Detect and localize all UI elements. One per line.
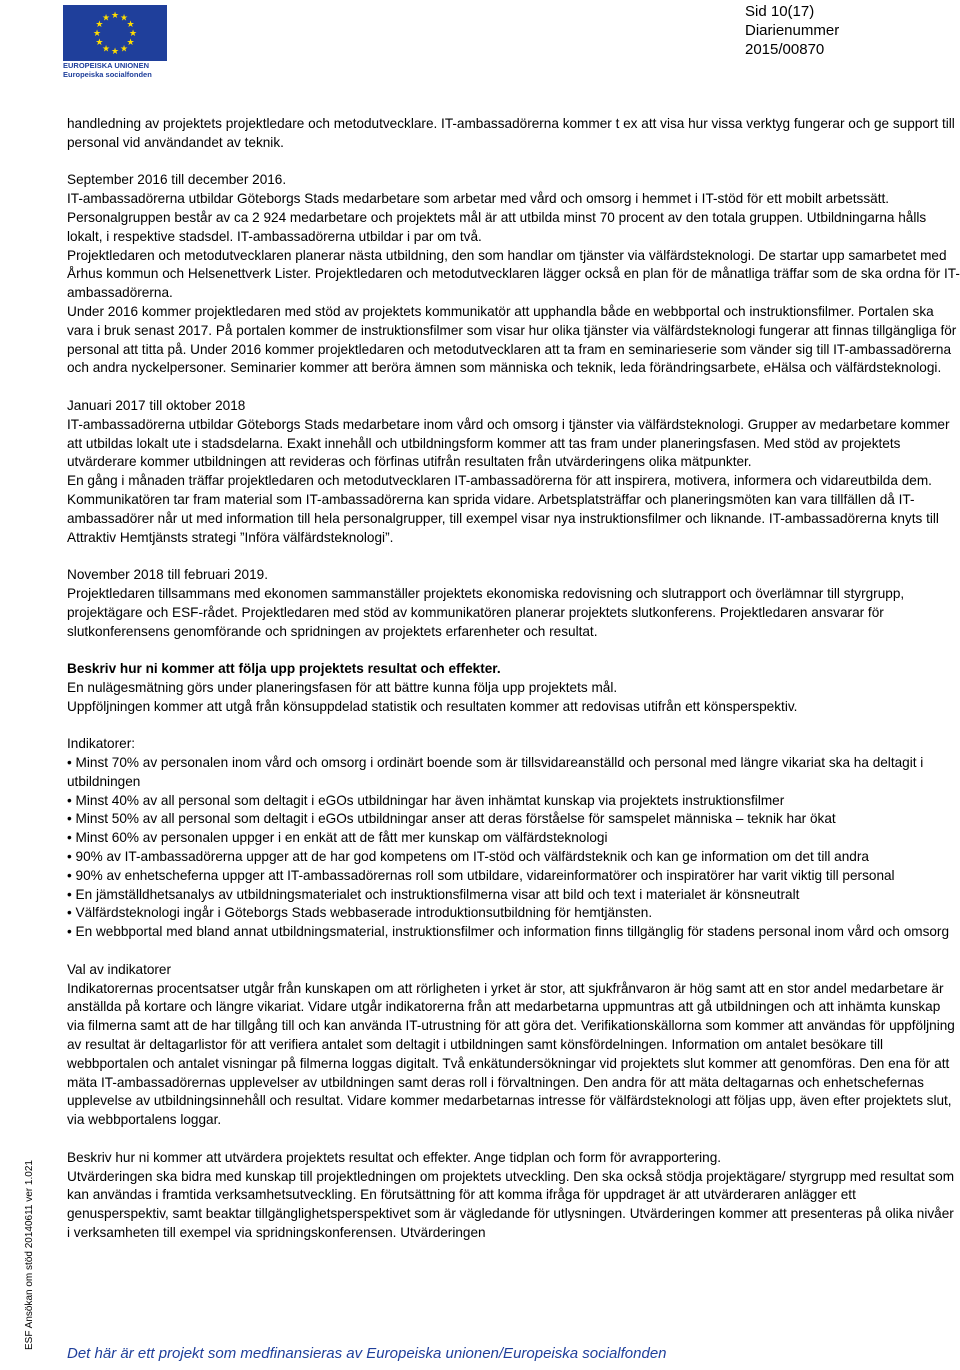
paragraph-spacer — [67, 942, 960, 961]
paragraph: November 2018 till februari 2019. — [67, 567, 268, 583]
paragraph: Uppföljningen kommer att utgå från könsuppdelad statistik och resultaten kommer att redovisas utifrån ett könsperspektiv. — [67, 698, 798, 714]
paragraph: • 90% av enhetscheferna uppger att IT-ambassadörernas roll som utbildare, vidareinformatörer och inspiratörer har varit viktig till personal — [67, 867, 895, 883]
paragraph: • Välfärdsteknologi ingår i Göteborgs Stads webbaserade introduktionsutbildning för hemtjänsten. — [67, 905, 653, 921]
eu-star-icon: ★ — [92, 28, 102, 38]
paragraph: Januari 2017 till oktober 2018 — [67, 397, 246, 413]
paragraph-spacer — [67, 641, 960, 660]
paragraph: • En webbportal med bland annat utbildningsmaterial, instruktionsfilmer och information finns tillgänglig för stadens personal inom vård och omsorg — [67, 924, 950, 940]
eu-star-icon: ★ — [101, 43, 111, 54]
diarie-label: Diarienummer — [745, 22, 840, 39]
paragraph: Utvärderingen ska bidra med kunskap till projektledningen om projektets utveckling. Den ska också stödja projektägare/ styrgrupp med resultat som kan användas i framtida verksamhetsutveckling. En förutsättning för att komma ifråga för uppdraget är att utvärderaren anlägger ett genusperspektiv, samt beaktar tillgänglighetsperspektivet som är vägledande för utlysningen. Utvärderingen kommer att presenteras på olika nivåer i verksamheten till exempel via spridningskonferensen. Utvärderingen — [67, 1168, 955, 1241]
paragraph: • Minst 40% av all personal som deltagit i eGOs utbildningar har även inhämtat kunskap via projektets instruktionsfilmer — [67, 792, 785, 808]
paragraph: En nulägesmätning görs under planeringsfasen för att bättre kunna följa upp projektets mål. — [67, 679, 618, 695]
eu-star-icon: ★ — [110, 10, 120, 20]
paragraph: Under 2016 kommer projektledaren med stöd av projektets kommunikatör att upphandla både en webbportal och instruktionsfilmer. Portalen ska vara i bruk senast 2017. På portalen kommer de instruktionsfilmer som visar hur olika tjänster via välfärdsteknologi fungerar att finnas tillgängliga för personal att titta på. Under 2016 kommer projektledaren och metodutvecklaren att ta fram en seminarieserie som vänder sig till IT-ambassadörerna och andra nyckelpersoner. Seminarier kommer att beröra ämnen som människa och teknik, leda förändringsarbete, eHälsa och välfärdsteknologi. — [67, 303, 957, 376]
page-number: Sid 10(17) — [745, 3, 815, 20]
paragraph-spacer — [67, 1130, 960, 1149]
eu-star-icon: ★ — [128, 28, 138, 38]
paragraph-spacer — [67, 378, 960, 397]
eu-logo — [58, 5, 170, 79]
eu-star-icon: ★ — [110, 46, 120, 56]
paragraph: • En jämställdhetsanalys av utbildningsmaterialet och instruktionsfilmerna visar att bild och text i materialet är könsneutralt — [67, 886, 800, 902]
paragraph-spacer — [67, 547, 960, 566]
logo-line-2: Europeiska socialfonden — [63, 69, 152, 79]
paragraph-spacer — [67, 153, 960, 172]
eu-star-icon: ★ — [119, 43, 129, 54]
paragraph: • Minst 70% av personalen inom vård och omsorg i ordinärt boende som är tillsvidareanställd och personal med längre vikariat ska ha deltagit i utbildningen — [67, 755, 924, 789]
paragraph: Indikatorer: — [67, 736, 136, 752]
paragraph: IT-ambassadörerna utbildar Göteborgs Stads medarbetare inom vård och omsorg i tjänster via välfärdsteknologi. Grupper av medarbetare kommer att utbildas lokalt ute i stadsdelarna. Exakt innehåll och utbildningsform kommer att tas fram under planeringsfasen. Med stöd av projektets utvärderare kommer utbildningen att revideras och förfinas utifrån resultaten från utvärderingens olika mätpunkter. — [67, 416, 950, 470]
paragraph: • Minst 60% av personalen uppger i en enkät att de fått mer kunskap om välfärdsteknologi — [67, 830, 608, 846]
paragraph: • Minst 50% av all personal som deltagit i eGOs utbildningar anser att deras förståelse för samspelet människa – teknik har ökat — [67, 811, 836, 827]
logo-line-1: EUROPEISKA UNIONEN — [63, 61, 149, 70]
logo-text — [63, 62, 152, 79]
paragraph: Indikatorernas procentsatser utgår från kunskapen om att rörligheten i yrket är stor, att sjukfrånvaron är hög samt att en stor andel medarbetare är anställda på kortare och längre vikariat. Vidare utgår indikatorerna från att medarbetarna uppmuntras att gå utbildningen och att inhämta kunskap via filmerna samt att de har tillgång till och kan använda IT-utrustning för att göra det. Verifikationskällorna som kommer att användas för uppföljning av resultat är deltagarlistor för att verifiera antalet som deltagit i utbildningen samt könsfördelningen. Information om antalet besökare till webbportalen och antalet visningar på filmerna loggas digitalt. Två enkätundersökningar vid projektets slut kommer att genomföras. Den ena för att mäta IT-ambassadörernas upplevelser av utbildningen samt deras roll i förvaltningen. Den andra för att mäta deltagarnas och enhetschefernas upplevelse av utbildningsinnehåll och resultat. Vidare kommer medarbetarnas intresse för välfärdsteknologi att följas upp, även efter projektets slut, via webbportalens loggar. — [67, 980, 955, 1128]
diarie-number: 2015/00870 — [745, 41, 825, 58]
page-header-info — [745, 2, 839, 59]
eu-flag-icon — [63, 5, 167, 61]
footer-text: Det här är ett projekt som medfinansieras av Europeiska unionen/Europeiska socialfonden — [67, 1345, 667, 1362]
paragraph: Projektledaren och metodutvecklaren planerar nästa utbildning, den som handlar om tjänster via välfärdsteknologi. De startar upp samarbetet med Århus kommun och Helsenettverk Lister. Projektledaren och metodutvecklaren lägger också en plan för de månatliga träffar som de ska ordna för IT-ambassadörerna. — [67, 247, 960, 301]
eu-star-icon: ★ — [126, 37, 135, 47]
paragraph: Val av indikatorer — [67, 961, 172, 977]
paragraph: Beskriv hur ni kommer att följa upp projektets resultat och effekter. — [67, 661, 501, 677]
eu-star-icon: ★ — [119, 12, 129, 23]
eu-star-icon: ★ — [95, 37, 104, 47]
form-version-text: ESF Ansökan om stöd 20140611 ver 1.021 — [24, 1160, 35, 1350]
paragraph: En gång i månaden träffar projektledaren och metodutvecklaren IT-ambassadörerna för att inspirera, motivera, informera och vidareutbilda dem. Kommunikatören tar fram material som IT-ambassadörerna kan sprida vidare. Arbetsplatsträffar och planeringsmöten kan vara tillfällen då IT-ambassadörer når ut med information till hela personalgrupper, till exempel visar nya instruktionsfilmer och liknande. IT-ambassadörerna knyts till Attraktiv Hemtjänsts strategi ”Införa välfärdsteknologi”. — [67, 473, 939, 545]
paragraph-spacer — [67, 717, 960, 736]
paragraph: handledning av projektets projektledare och metodutvecklare. IT-ambassadörerna kommer t ex att visa hur vissa verktyg fungerar och ge support till personal vid användandet av teknik. — [67, 116, 955, 150]
paragraph: Projektledaren tillsammans med ekonomen sammanställer projektets ekonomiska redovisning och slutrapport och överlämnar till styrgrupp, projektägare och ESF-rådet. Projektledaren med stöd av kommunikatören planerar projektets slutkonferens. Projektledaren ansvarar för slutkonferensens genomförande och spridningen av projektets erfarenheter och resultat. — [67, 585, 905, 639]
paragraph: • 90% av IT-ambassadörerna uppger att de har god kompetens om IT-stöd och välfärdsteknik och kan ge information om det till andra — [67, 849, 869, 865]
eu-star-icon: ★ — [126, 19, 135, 29]
paragraph: Beskriv hur ni kommer att utvärdera projektets resultat och effekter. Ange tidplan och form för avrapportering. — [67, 1149, 722, 1165]
document-body — [67, 115, 960, 1243]
paragraph: IT-ambassadörerna utbildar Göteborgs Stads medarbetare som arbetar med vård och omsorg i hemmet i IT-stöd för ett mobilt arbetssätt. Personalgruppen består av ca 2 924 medarbetare och projektets mål är att utbilda minst 70 procent av den totala gruppen. Utbildningarna hålls lokalt, i respektive stadsdel. IT-ambassadörerna utbildar i par om två. — [67, 191, 927, 244]
eu-star-icon: ★ — [95, 19, 104, 29]
paragraph: September 2016 till december 2016. — [67, 172, 287, 188]
eu-star-icon: ★ — [101, 12, 111, 23]
